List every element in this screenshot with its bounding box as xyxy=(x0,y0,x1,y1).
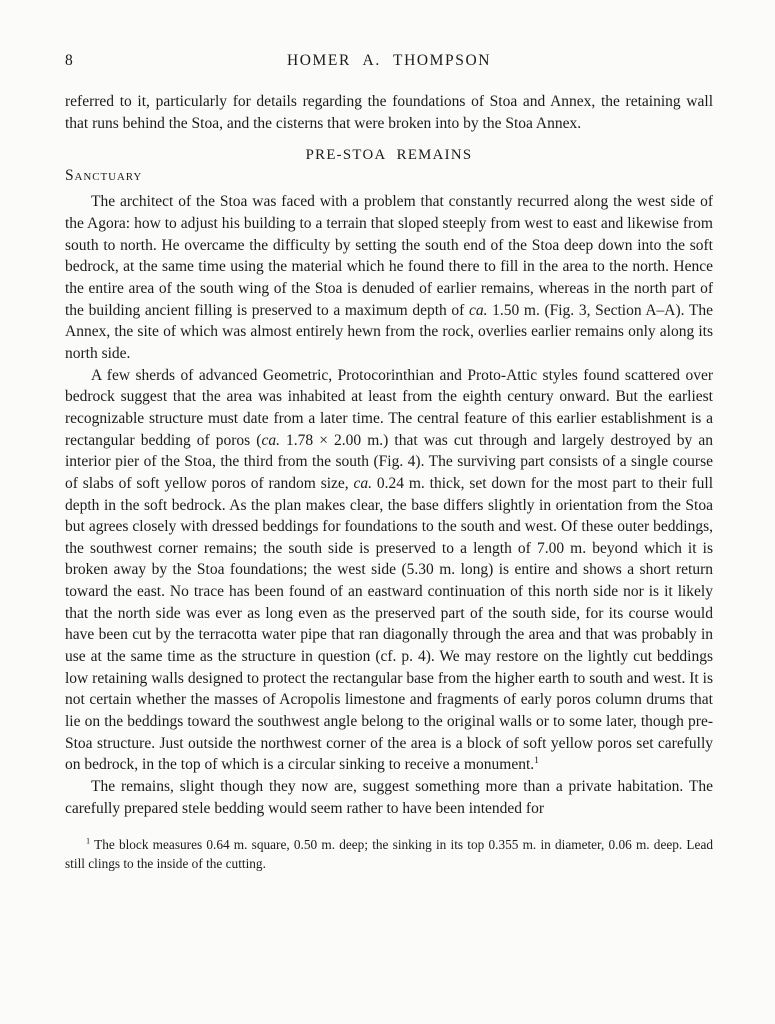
page-number: 8 xyxy=(65,52,74,69)
paragraph-continuation: referred to it, particularly for details regarding the foundations of Stoa and Annex, the retaining wall that runs behind the Stoa, and the cisterns that were broken into by the Stoa Annex. xyxy=(65,93,713,132)
running-head: HOMER A. THOMPSON xyxy=(286,52,492,69)
section-heading: PRE-STOA REMAINS xyxy=(305,147,473,164)
paragraph-architect: The architect of the Stoa was faced with a problem that constantly recurred along the west side of the Agora: how to adjust his building to a terrain that sloped steeply from west to east and likewise from south to north. He overcame the difficulty by setting the south end of the Stoa deep down into the soft bedrock, at the same time using the material which he found there to fill in the area to the north. Hence the entire area of the south wing of the Stoa is denuded of earlier remains, whereas in the north part of the building ancient filling is preserved to a maximum depth of ca. 1.50 m. (Fig. 3, Section A–A). The Annex, the site of which was almost entirely hewn from the rock, overlies earlier remains only along its north side. xyxy=(65,193,713,362)
text-block xyxy=(65,91,713,874)
footnote: $^1$ The block measures 0.64 m. square, 0.50 m. deep; the sinking in its top 0.355 m. in diameter, 0.06 m. deep. Lead still clings to the inside of the cutting. xyxy=(65,836,713,871)
page-header xyxy=(65,52,713,70)
paragraph-sherds: A few sherds of advanced Geometric, Protocorinthian and Proto-Attic styles found scattered over bedrock suggest that the area was inhabited at least from the eighth century onward. But the earliest recognizable structure must date from a later time. The central feature of this earlier establishment is a rectangular bedding of poros (ca. 1.78 × 2.00 m.) that was cut through and largely destroyed by an interior pier of the Stoa, the third from the south (Fig. 4). The surviving part consists of a single course of slabs of soft yellow poros of random size, ca. 0.24 m. thick, set down for the most part to their full depth in the soft bedrock. As the plan makes clear, the base differs slightly in orientation from the Stoa but agrees closely with dressed beddings for foundations to the south and west. Of these outer beddings, the southwest corner remains; the south side is preserved to a length of 7.00 m. beyond which it is broken away by the Stoa foundations; the west side (5.30 m. long) is entire and shows a short return toward the east. No trace has been found of an eastward continuation of this north side nor is it likely that the north side was ever as long even as the preserved part of the south side, for its course would have been cut by the terracotta water pipe that ran diagonally through the area and that was probably in use at the same time as the structure in question (cf. p. 4). We may restore on the lightly cut beddings low retaining walls designed to protect the rectangular base from the higher earth to south and west. It is not certain whether the masses of Acropolis limestone and fragments of early poros column drums that lie on the beddings toward the southwest angle belong to the original walls or to some later, though pre-Stoa structure. Just outside the northwest corner of the area is a block of soft yellow poros set carefully on bedrock, in the top of which is a circular sinking to receive a monument.$^1$ xyxy=(65,366,713,774)
section-subheading: Sanctuary xyxy=(65,167,143,185)
paragraph-remains: The remains, slight though they now are, suggest something more than a private habitation. The carefully prepared stele bedding would seem rather to have been intended for xyxy=(65,778,713,817)
